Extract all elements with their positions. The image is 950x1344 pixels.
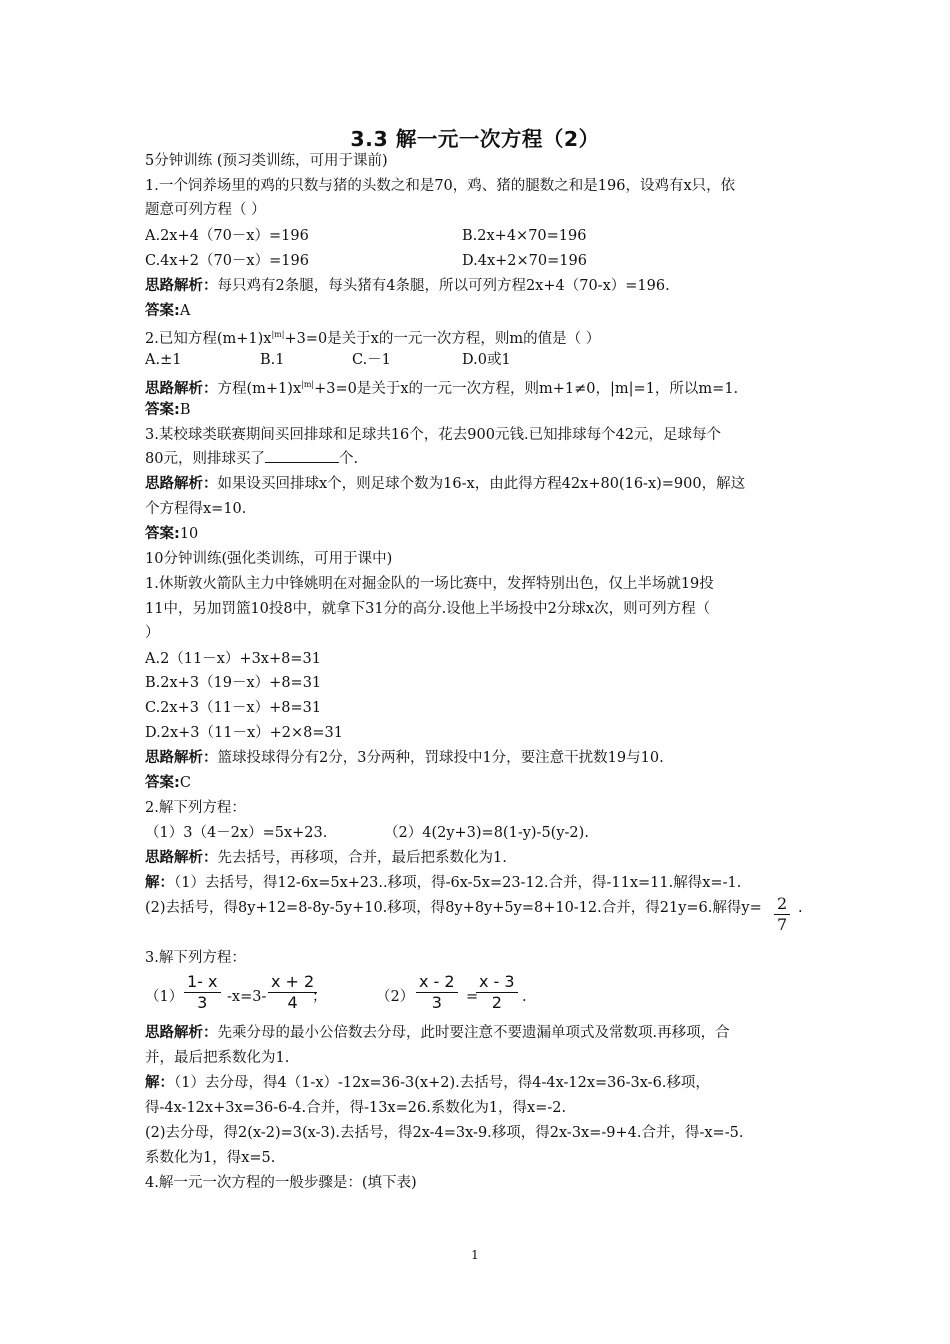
- jie-label: 解：: [145, 1075, 174, 1091]
- question-text: 2.解下列方程：: [145, 800, 246, 816]
- answer-line: [145, 300, 810, 322]
- section-header-5min: 5分钟训练 (预习类训练，可用于课前): [145, 153, 388, 169]
- question-text: 80元，则排球买了 个.: [145, 448, 810, 470]
- option-a: A.±1: [145, 352, 182, 368]
- option-d: D.2x+3（11－x）+2×8=31: [145, 725, 343, 741]
- equation-text: -x=3-: [227, 989, 267, 1005]
- answer-text: 系数化为1，得x=5.: [145, 1150, 276, 1166]
- page-number: 1: [471, 1248, 479, 1262]
- answer-line: [145, 523, 810, 545]
- fraction: $\frac{x - 3}{2}$: [476, 972, 518, 1013]
- solution-label: 思路解析：: [145, 750, 218, 766]
- answer-value: 10: [179, 526, 199, 542]
- equals: =: [466, 989, 479, 1005]
- question-text: 1.休斯敦火箭队主力中锋姚明在对掘金队的一场比赛中，发挥特别出色，仅上半场就19投: [145, 576, 714, 592]
- problem-2-label: （2）: [376, 989, 415, 1005]
- solution-line: 思路解析：如果设买回排球x个，则足球个数为16-x，由此得方程42x+80(16-x)=900，解这: [145, 476, 746, 492]
- solution-label: 思路解析：: [145, 476, 218, 492]
- fraction: $\frac{x - 2}{3}$: [416, 972, 458, 1013]
- question-text: 3.某校球类联赛期间买回排球和足球共16个，花去900元钱.已知排球每个42元，足球每个: [145, 427, 722, 443]
- fill-blank: [265, 448, 339, 463]
- option-b: B.2x+4×70=196: [462, 228, 587, 244]
- question-text: 题意可列方程（ ）: [145, 202, 266, 218]
- option-d: D.0或1: [462, 352, 511, 368]
- answer-line: [145, 399, 810, 421]
- fraction: $\frac{2}{7}$: [774, 894, 790, 935]
- period: .: [522, 989, 527, 1005]
- page-title: 3.3 解一元一次方程（2）: [350, 127, 600, 151]
- solution-label: 思路解析：: [145, 381, 218, 397]
- jie-label: 解：: [145, 875, 174, 891]
- problem-1: （1）3（4－2x）=5x+23.: [145, 825, 328, 841]
- solution-text: 每只鸡有2条腿，每头猪有4条腿，所以可列方程2x+4（70-x）=196.: [217, 278, 670, 294]
- option-a: A.2x+4（70－x）=196: [145, 228, 309, 244]
- solution-label: 思路解析：: [145, 278, 218, 294]
- option-b: B.2x+3（19－x）+8=31: [145, 675, 322, 691]
- answer-line: [145, 772, 810, 794]
- answer-line: 解：（1）去括号，得12-6x=5x+23..移项，得-6x-5x=23-12.合并，得-11x=11.解得x=-1.: [145, 875, 742, 891]
- answer-label: 答案:: [145, 402, 180, 418]
- question-text: ）: [145, 625, 160, 641]
- solution-line: 思路解析：方程$(m+1)x^{|m|}+3=0$是关于x的一元一次方程，则m+1≠0，|m|=1，所以m=1.: [145, 380, 739, 397]
- solution-text: 个方程得x=10.: [145, 501, 247, 517]
- solution-label: 思路解析：: [145, 1025, 218, 1041]
- answer-text: (2)去括号，得8y+12=8-8y-5y+10.移项，得8y+8y+5y=8+10-12.合并，得21y=6.解得y=: [145, 900, 762, 916]
- answer-text: 得-4x-12x+3x=36-6-4.合并，得-13x=26.系数化为1，得x=-2.: [145, 1100, 567, 1116]
- question-text: 2.已知方程$(m+1)x^{|m|}+3=0$是关于x的一元一次方程，则m的值是（ ）: [145, 330, 601, 347]
- option-c: C.－1: [352, 352, 391, 368]
- solution-line: 思路解析：先乘分母的最小公倍数去分母，此时要注意不要遗漏单项式及常数项.再移项，合: [145, 1025, 730, 1041]
- option-a: A.2（11－x）+3x+8=31: [145, 651, 321, 667]
- solution-label: 思路解析：: [145, 850, 218, 866]
- option-c: C.2x+3（11－x）+8=31: [145, 700, 322, 716]
- question-text: 11中，另加罚篮10投8中，就拿下31分的高分.设他上半场投中2分球x次，则可列方程（: [145, 601, 711, 617]
- answer-label: 答案:: [145, 303, 180, 319]
- fraction: $\frac{x + 2}{4}$: [268, 972, 317, 1013]
- solution-line: 思路解析：篮球投球得分有2分，3分两种，罚球投中1分，要注意干扰数19与10.: [145, 750, 664, 766]
- answer-label: 答案:: [145, 526, 180, 542]
- question-text: 1.一个饲养场里的鸡的只数与猪的头数之和是70，鸡、猪的腿数之和是196，设鸡有x只，依: [145, 178, 736, 194]
- solution-line: [145, 275, 810, 297]
- solution-line: 思路解析：先去括号，再移项，合并，最后把系数化为1.: [145, 850, 507, 866]
- answer-label: 答案:: [145, 775, 180, 791]
- fraction: $\frac{1- x}{3}$: [184, 972, 221, 1013]
- problem-1-label: （1）: [145, 989, 184, 1005]
- option-d: D.4x+2×70=196: [462, 253, 587, 269]
- answer-line: 解：（1）去分母，得4（1-x）-12x=36-3(x+2).去括号，得4-4x-12x=36-3x-6.移项，: [145, 1075, 710, 1091]
- answer-value: C: [179, 775, 191, 791]
- option-c: C.4x+2（70－x）=196: [145, 253, 309, 269]
- answer-value: B: [179, 402, 191, 418]
- section-header-10min: 10分钟训练(强化类训练，可用于课中): [145, 551, 393, 567]
- option-b: B.1: [260, 352, 285, 368]
- question-text: 3.解下列方程：: [145, 950, 246, 966]
- period: .: [798, 900, 803, 916]
- answer-text: (2)去分母，得2(x-2)=3(x-3).去括号，得2x-4=3x-9.移项，得2x-3x=-9+4.合并，得-x=-5.: [145, 1125, 744, 1141]
- solution-text: 并，最后把系数化为1.: [145, 1050, 290, 1066]
- answer-value: A: [179, 303, 191, 319]
- problem-2: （2）4(2y+3)=8(1-y)-5(y-2).: [384, 825, 589, 841]
- semicolon: ；: [312, 989, 327, 1005]
- question-text: 4.解一元一次方程的一般步骤是：(填下表): [145, 1175, 417, 1191]
